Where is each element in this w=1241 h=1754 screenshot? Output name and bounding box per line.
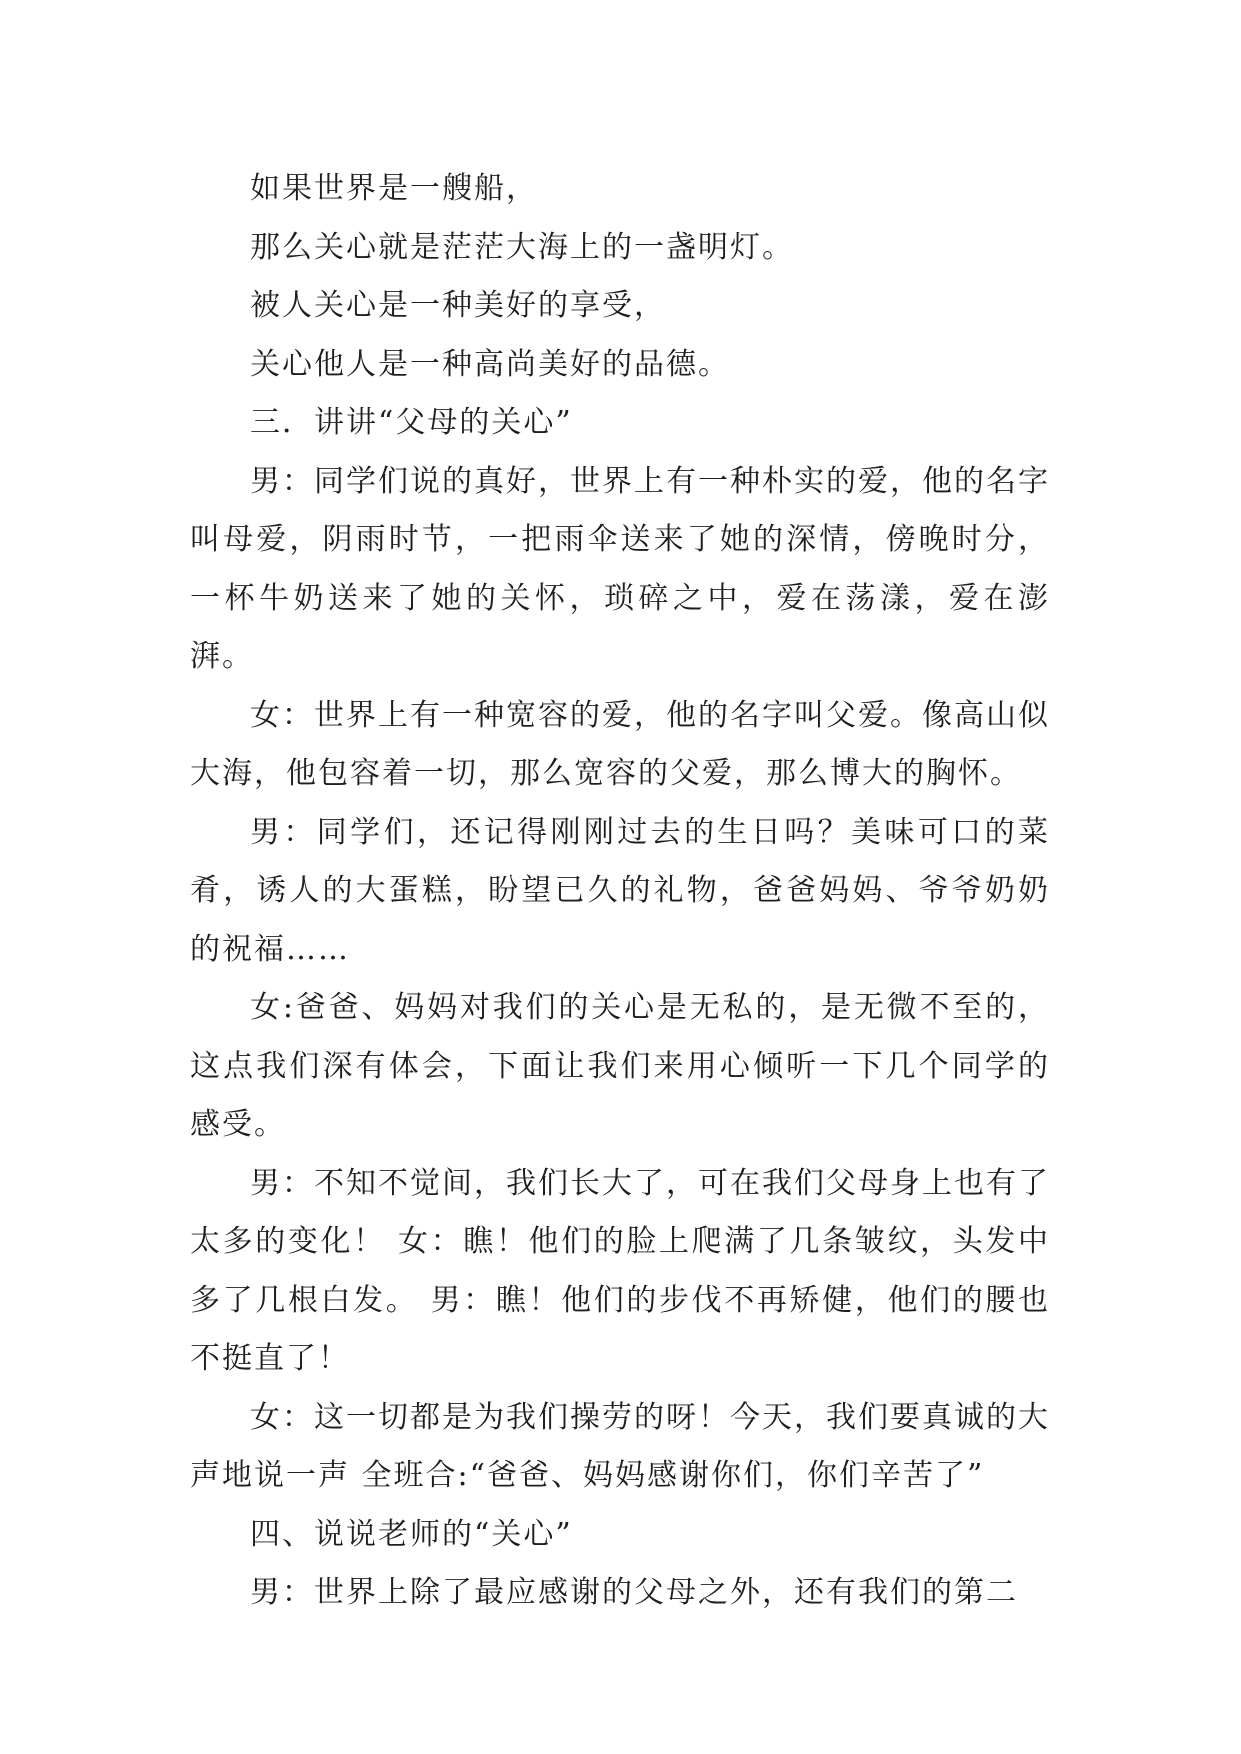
poem-line: 被人关心是一种美好的享受， — [250, 288, 666, 323]
dialogue-paragraph: 女：世界上有一种宽容的爱，他的名字叫父爱。像高山似大海，他包容着一切，那么宽容的父爱，那么博大的胸怀。 — [190, 697, 1050, 791]
dialogue-paragraph: 男：不知不觉间，我们长大了，可在我们父母身上也有了太多的变化！ 女：瞧！他们的脸上爬满了几条皱纹，头发中多了几根白发。 男：瞧！他们的步伐不再矫健，他们的腰也不挺直了！ — [190, 1165, 1050, 1376]
dialogue-paragraph: 男：同学们说的真好，世界上有一种朴实的爱，他的名字叫母爱，阴雨时节，一把雨伞送来了她的深情，傍晚时分，一杯牛奶送来了她的关怀，琐碎之中，爱在荡漾，爱在澎湃。 — [190, 463, 1050, 674]
section-heading: 四、说说老师的“关心” — [250, 1516, 573, 1552]
section-heading: 三．讲讲“父母的关心” — [250, 405, 573, 440]
poem-line: 关心他人是一种高尚美好的品德。 — [250, 346, 730, 382]
poem-line: 如果世界是一艘船， — [250, 171, 538, 206]
dialogue-paragraph: 男：世界上除了最应感谢的父母之外，还有我们的第二 — [250, 1575, 1018, 1610]
poem-line: 那么关心就是茫茫大海上的一盏明灯。 — [250, 229, 794, 265]
document-page — [190, 160, 1050, 1623]
dialogue-paragraph: 女:爸爸、妈妈对我们的关心是无私的，是无微不至的，这点我们深有体会，下面让我们来用心倾听一下几个同学的感受。 — [190, 990, 1050, 1142]
dialogue-paragraph: 男：同学们，还记得刚刚过去的生日吗？美味可口的菜肴，诱人的大蛋糕，盼望已久的礼物，爸爸妈妈、爷爷奶奶的祝福…… — [190, 814, 1050, 967]
dialogue-paragraph: 女：这一切都是为我们操劳的呀！今天，我们要真诚的大声地说一声 全班合:“爸爸、妈妈感谢你们，你们辛苦了” — [190, 1399, 1050, 1493]
